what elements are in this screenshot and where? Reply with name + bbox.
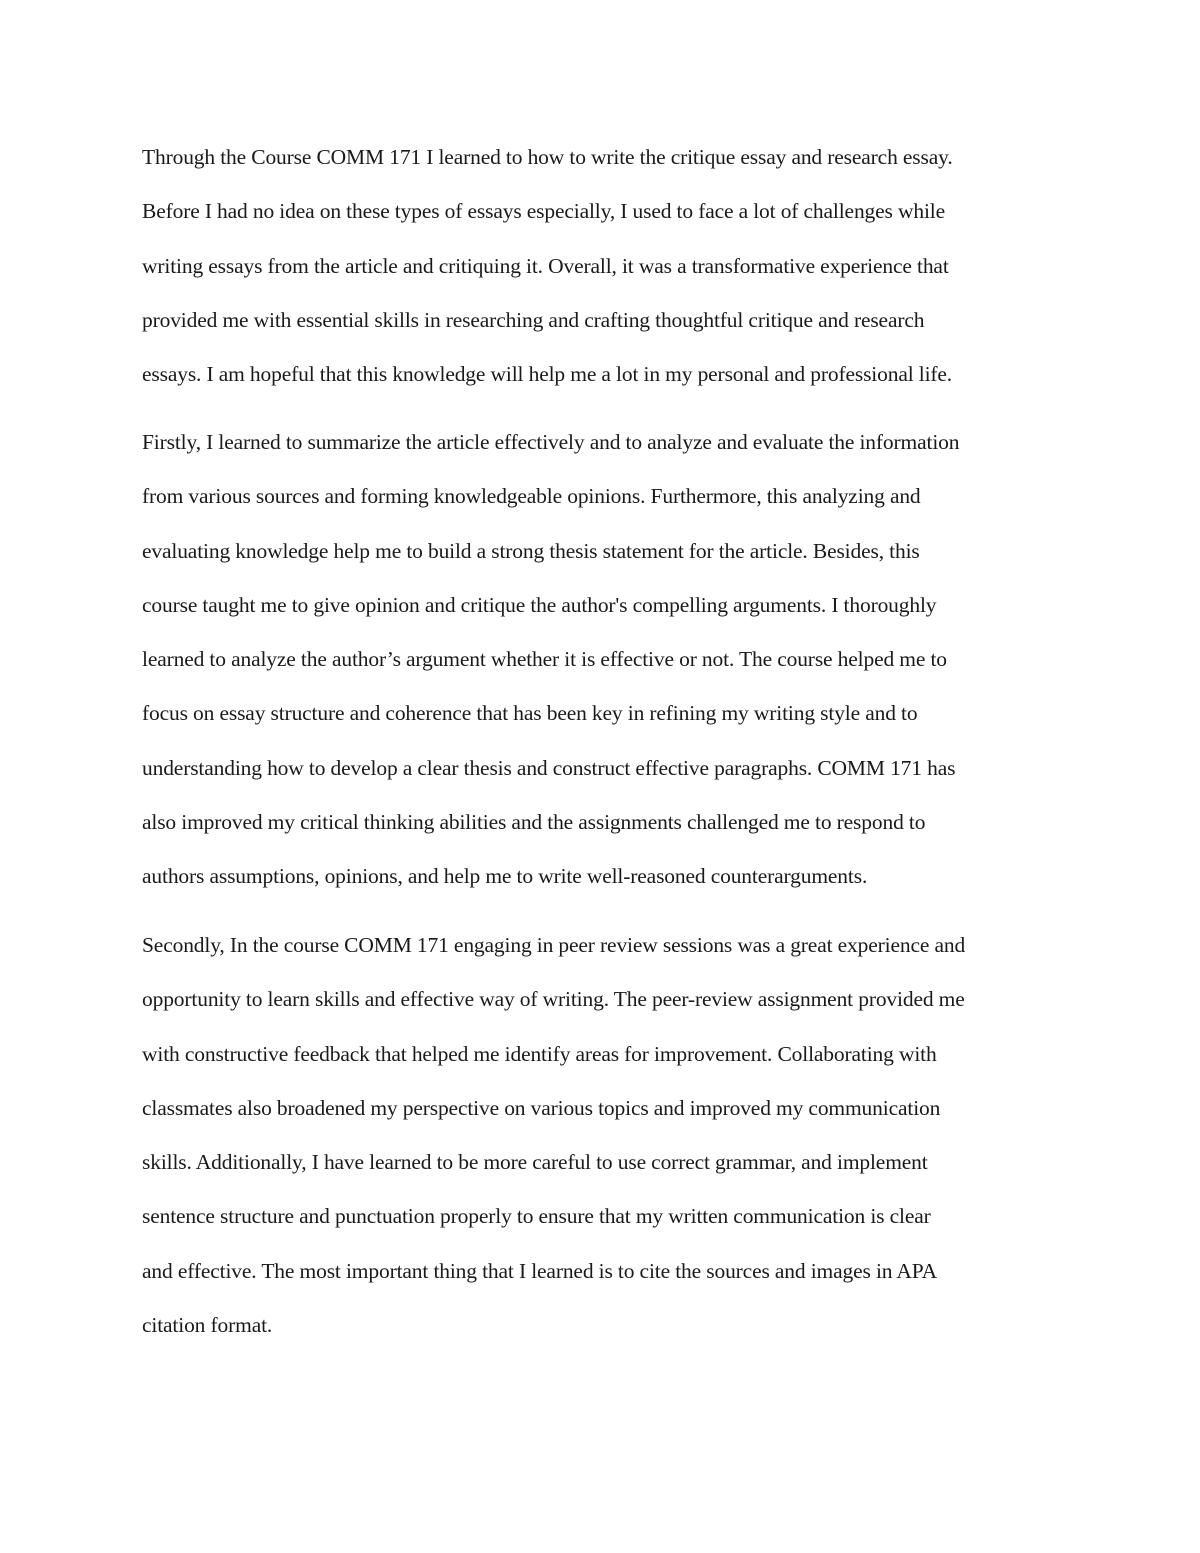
paragraph-line: provided me with essential skills in researching and crafting thoughtful critique and research: [142, 307, 925, 332]
paragraph-line: and effective. The most important thing that I learned is to cite the sources and images in APA: [142, 1258, 938, 1283]
paragraph-line: from various sources and forming knowledgeable opinions. Furthermore, this analyzing and: [142, 484, 921, 509]
paragraph-line: Firstly, I learned to summarize the article effectively and to analyze and evaluate the information: [142, 430, 960, 454]
paragraph-1: [142, 130, 1072, 401]
paragraph-line: writing essays from the article and critiquing it. Overall, it was a transformative experience that: [142, 253, 949, 278]
paragraph-line: also improved my critical thinking abilities and the assignments challenged me to respond to: [142, 810, 926, 835]
paragraph-line: sentence structure and punctuation properly to ensure that my written communication is clear: [142, 1204, 931, 1229]
paragraph-line: with constructive feedback that helped me identify areas for improvement. Collaborating with: [142, 1041, 937, 1066]
paragraph-line: understanding how to develop a clear thesis and construct effective paragraphs. COMM 171 has: [142, 755, 956, 780]
paragraph-3: [142, 918, 1072, 1352]
paragraph-line: classmates also broadened my perspective on various topics and improved my communication: [142, 1095, 941, 1120]
paragraph-line: learned to analyze the author’s argument whether it is effective or not. The course helped me to: [142, 647, 947, 672]
paragraph-line: Through the Course COMM 171 I learned to how to write the critique essay and research essay.: [142, 145, 953, 169]
paragraph-line: focus on essay structure and coherence that has been key in refining my writing style and to: [142, 701, 918, 726]
paragraph-line: essays. I am hopeful that this knowledge will help me a lot in my personal and professional life.: [142, 362, 953, 387]
paragraph-2: [142, 415, 1072, 904]
paragraph-line: opportunity to learn skills and effective way of writing. The peer-review assignment provided me: [142, 987, 965, 1012]
paragraph-line: evaluating knowledge help me to build a strong thesis statement for the article. Besides, this: [142, 538, 920, 563]
paragraph-line: Secondly, In the course COMM 171 engaging in peer review sessions was a great experience and: [142, 933, 966, 957]
paragraph-line: course taught me to give opinion and critique the author's compelling arguments. I thoroughly: [142, 592, 937, 617]
paragraph-line: citation format.: [142, 1313, 273, 1338]
paragraph-line: skills. Additionally, I have learned to be more careful to use correct grammar, and implement: [142, 1150, 928, 1175]
paragraph-line: Before I had no idea on these types of essays especially, I used to face a lot of challenges while: [142, 199, 946, 224]
paragraph-line: authors assumptions, opinions, and help me to write well-reasoned counterarguments.: [142, 864, 868, 889]
